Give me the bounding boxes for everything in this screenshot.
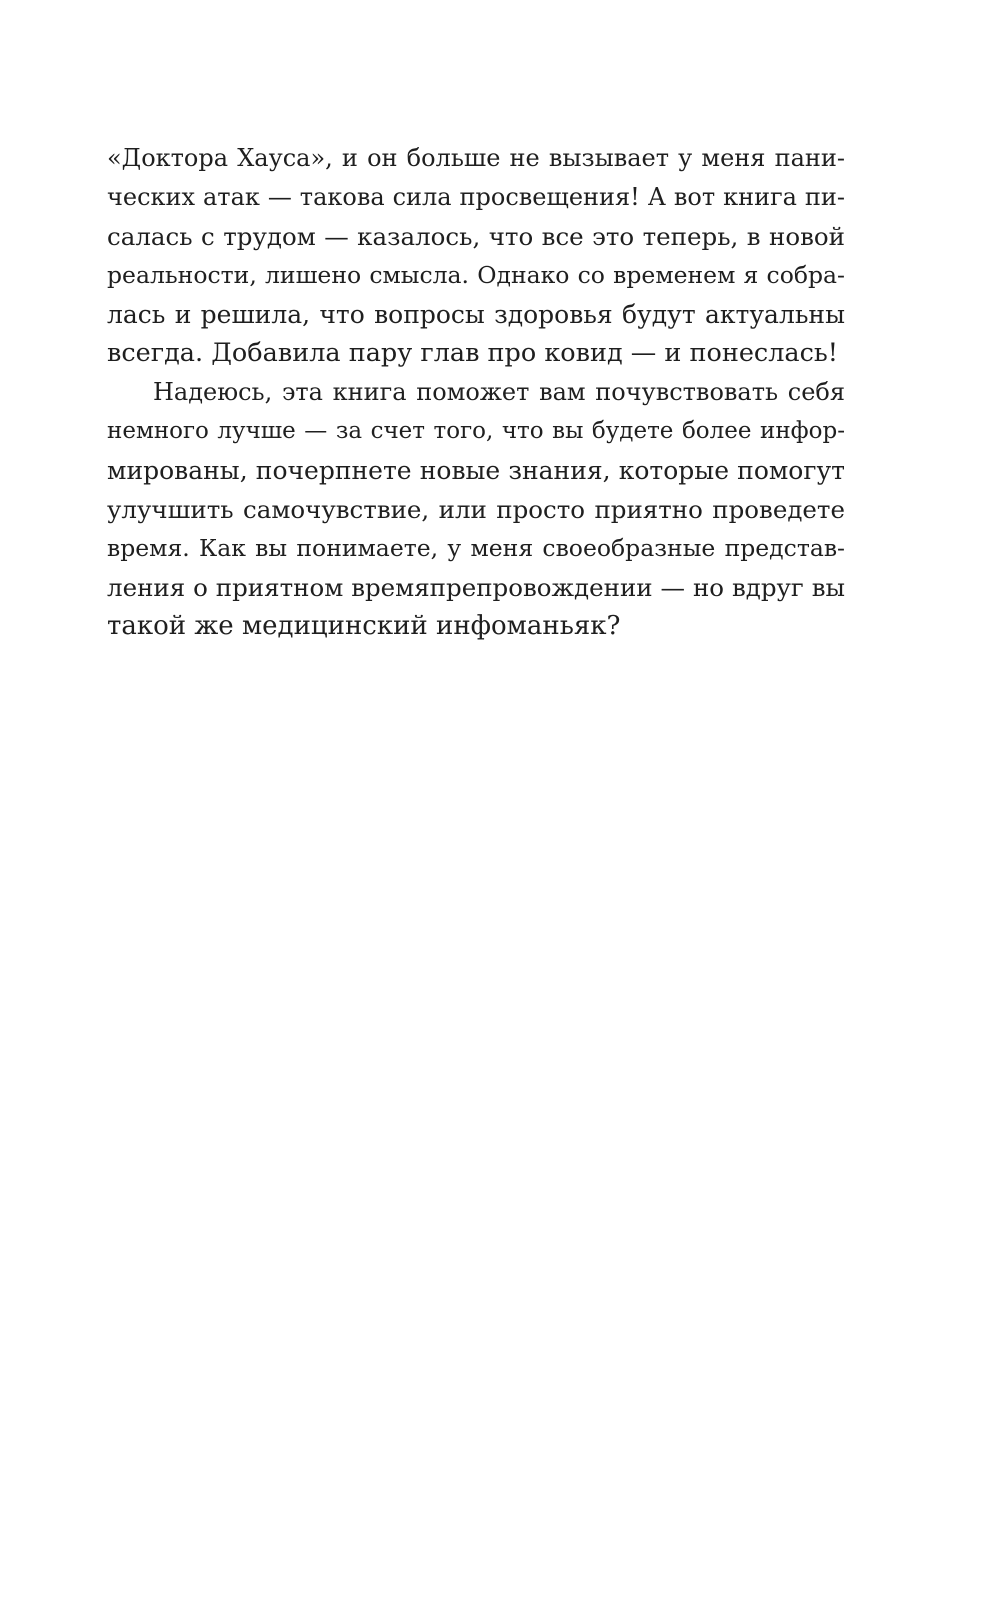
text-line: мированы, почерпнете новые знания, которые помогут [107,456,845,485]
text-line: ческих атак — такова сила просвещения! А вот книга пи- [107,183,845,211]
text-line: ления о приятном времяпрепровождении — но вдруг вы [107,573,845,602]
text-line: «Доктора Хауса», и он больше не вызывает у меня пани- [107,144,845,172]
text-line: лась и решила, что вопросы здоровья будут актуальны [107,300,845,329]
text-line: немного лучше — за счет того, что вы будете более инфор- [107,418,845,444]
text-line: улучшить самочувствие, или просто приятно проведете [107,495,845,524]
paragraph-1 [107,139,845,373]
text-line: такой же медицинский инфоманьяк? [107,611,621,641]
text-line: салась с трудом — казалось, что все это теперь, в новой [107,222,845,251]
text-line: Надеюсь, эта книга поможет вам почувствовать себя [153,378,845,406]
body-text [107,139,845,646]
text-line: всегда. Добавила пару глав про ковид — и понеслась! [107,338,839,368]
paragraph-2 [107,373,845,646]
text-line: реальности, лишено смысла. Однако со временем я собра- [107,261,845,289]
text-line: время. Как вы понимаете, у меня своеобразные представ- [107,534,845,562]
